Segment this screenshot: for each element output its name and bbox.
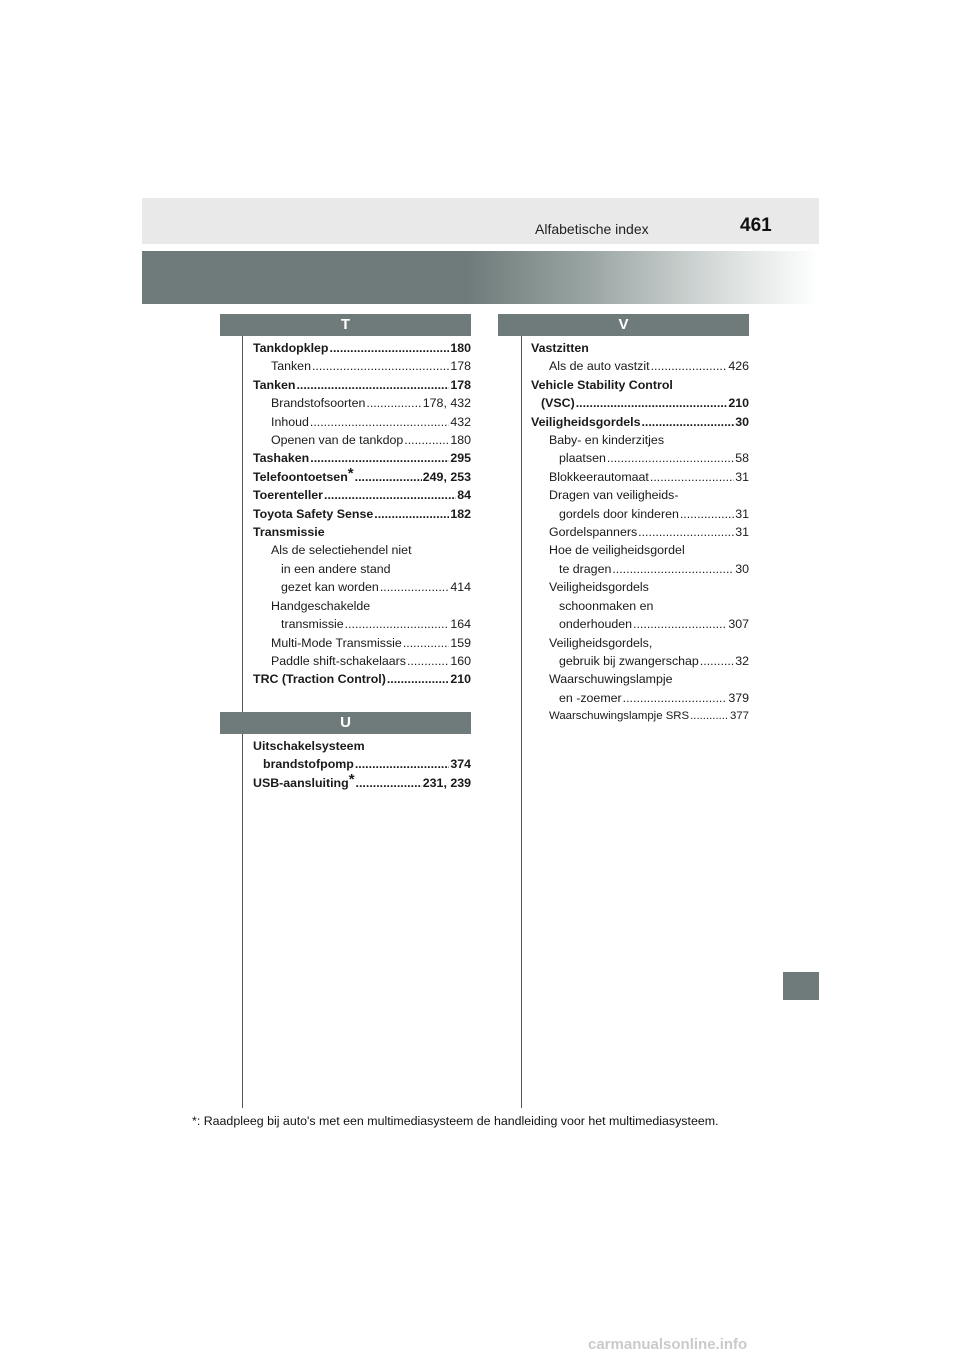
index-entry: Brandstofsoorten ..... 178, 432 — [253, 394, 471, 412]
index-heading: Transmissie — [253, 525, 325, 540]
index-subline: Veiligheidsgordels — [549, 580, 649, 595]
index-column-v — [531, 339, 749, 726]
section-thumb-tab — [783, 972, 819, 1000]
index-entry: USB-aansluiting* ..... 231, 239 — [253, 774, 471, 792]
index-entry: en -zoemer ..... 379 — [531, 689, 749, 707]
index-entry: gordels door kinderen ..... 31 — [531, 505, 749, 523]
index-entry: (VSC) ..... 210 — [531, 394, 749, 412]
column-divider-right — [521, 336, 522, 1108]
index-entry: Tanken ..... 178 — [253, 357, 471, 375]
index-subline: Veiligheidsgordels, — [549, 635, 653, 650]
index-subline: Baby- en kinderzitjes — [549, 433, 665, 448]
index-entry: Paddle shift-schakelaars ..... 160 — [253, 652, 471, 670]
index-entry: Blokkeerautomaat ..... 31 — [531, 468, 749, 486]
footnote-marker: * — [347, 464, 354, 482]
index-entry: Tankdopklep ..... 180 — [253, 339, 471, 357]
index-column-t — [253, 339, 471, 689]
index-entry: onderhouden ..... 307 — [531, 615, 749, 633]
index-subline: Waarschuwingslampje — [549, 672, 673, 687]
section-letter-t: T — [220, 314, 471, 336]
section-letter-u: U — [220, 712, 471, 734]
header-bar — [142, 198, 819, 244]
header-band — [142, 251, 819, 304]
index-heading: Vastzitten — [531, 341, 589, 355]
index-subline: Hoe de veiligheidsgordel — [549, 543, 685, 558]
index-entry: transmissie ..... 164 — [253, 615, 471, 633]
index-entry: Toerenteller ..... 84 — [253, 486, 471, 504]
index-entry: plaatsen ..... 58 — [531, 449, 749, 467]
footnote: *: Raadpleeg bij auto's met een multimediasysteem de handleiding voor het multimediasysteem. — [192, 1114, 719, 1128]
index-entry: brandstofpomp ..... 374 — [253, 755, 471, 773]
page-number: 461 — [740, 215, 772, 236]
index-entry: Als de auto vastzit ..... 426 — [531, 357, 749, 375]
index-subline: Handgeschakelde — [271, 598, 371, 613]
index-entry: te dragen ..... 30 — [531, 560, 749, 578]
index-column-u — [253, 737, 471, 792]
index-entry: Inhoud ..... 432 — [253, 413, 471, 431]
footnote-marker: * — [348, 770, 355, 788]
index-entry: TRC (Traction Control) ..... 210 — [253, 670, 471, 688]
index-entry: Veiligheidsgordels ..... 30 — [531, 413, 749, 431]
page-title: Alfabetische index — [535, 221, 649, 237]
index-heading: Vehicle Stability Control — [531, 377, 673, 392]
index-entry: gezet kan worden ..... 414 — [253, 578, 471, 596]
index-heading: Uitschakelsysteem — [253, 739, 365, 753]
index-entry: Toyota Safety Sense ..... 182 — [253, 505, 471, 523]
watermark[interactable]: carmanualsonline.info — [588, 1336, 748, 1353]
index-subline: schoonmaken en — [559, 598, 654, 613]
index-subline: Dragen van veiligheids- — [549, 488, 679, 503]
index-entry: Multi-Mode Transmissie ..... 159 — [253, 634, 471, 652]
index-entry: Openen van de tankdop ..... 180 — [253, 431, 471, 449]
index-entry: Tashaken ..... 295 — [253, 449, 471, 467]
index-entry: Gordelspanners ..... 31 — [531, 523, 749, 541]
index-entry: Tanken ..... 178 — [253, 376, 471, 394]
section-letter-v: V — [498, 314, 749, 336]
index-subline: Als de selectiehendel niet — [271, 543, 412, 558]
index-subline: in een andere stand — [281, 561, 391, 576]
index-entry: gebruik bij zwangerschap ..... 32 — [531, 652, 749, 670]
index-entry: Waarschuwingslampje SRS ..... 377 — [531, 707, 749, 725]
index-entry: Telefoontoetsen* ..... 249, 253 — [253, 468, 471, 486]
